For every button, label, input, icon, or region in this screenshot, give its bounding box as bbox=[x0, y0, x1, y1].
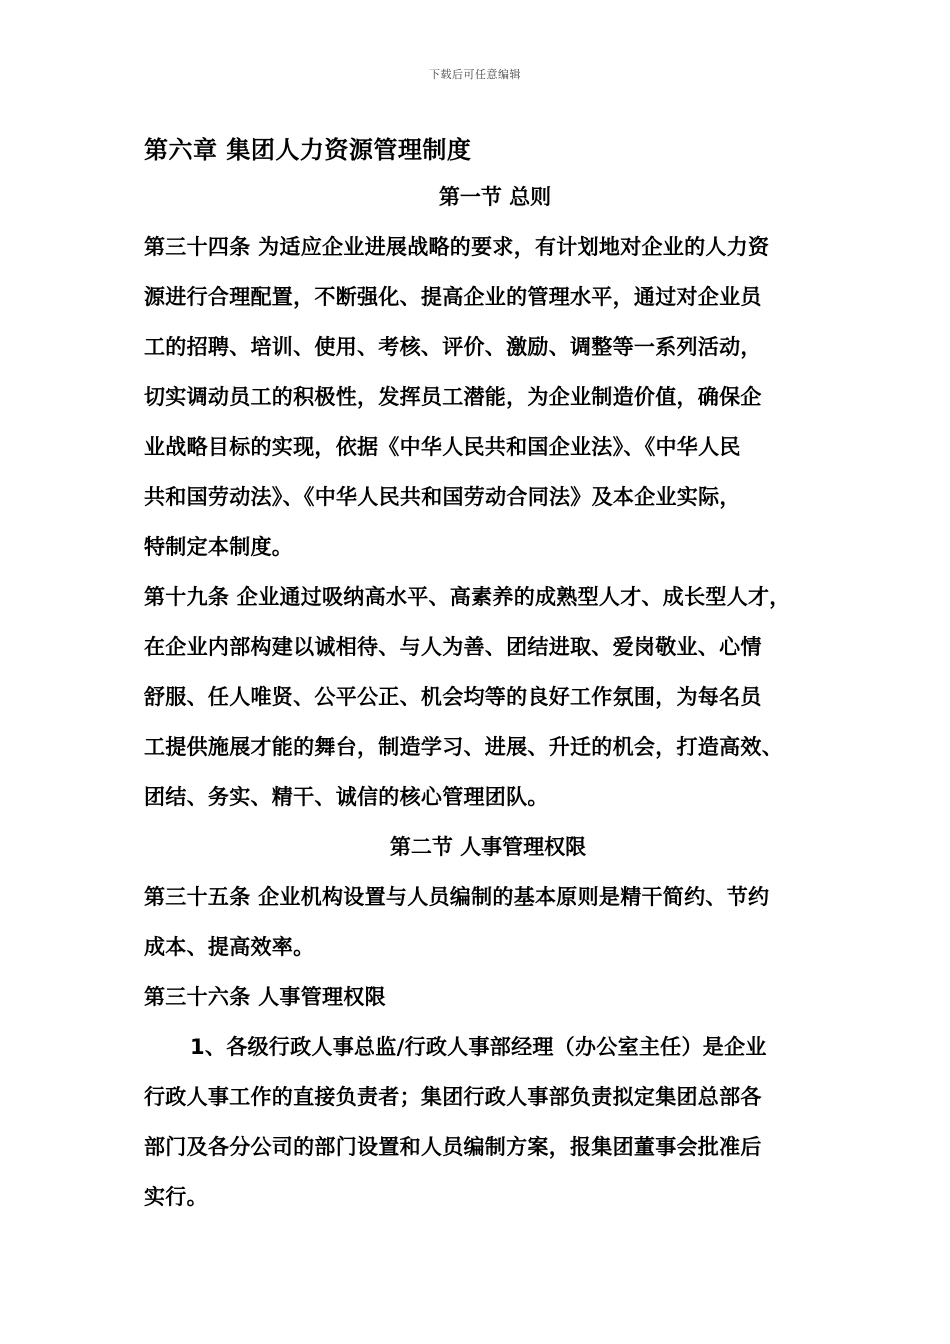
section-title-general: 第一节 总则 bbox=[438, 185, 552, 209]
article-34-line: 特制定本制度。 bbox=[144, 535, 294, 559]
article-34-line: 第三十四条 为适应企业进展战略的要求，有计划地对企业的人力资 bbox=[144, 235, 770, 259]
item-1-line: 部门及各分公司的部门设置和人员编制方案，报集团董事会批准后 bbox=[144, 1135, 762, 1159]
section-title-personnel-authority: 第二节 人事管理权限 bbox=[389, 835, 587, 859]
item-1-line: 1、各级行政人事总监/行政人事部经理（办公室主任）是企业 bbox=[190, 1035, 767, 1059]
article-34 bbox=[144, 222, 824, 572]
header-note: 下载后可任意编辑 bbox=[429, 68, 521, 81]
item-1-line: 行政人事工作的直接负责者；集团行政人事部负责拟定集团总部各 bbox=[144, 1085, 762, 1109]
article-36-item-1 bbox=[144, 1022, 824, 1222]
document-body bbox=[144, 128, 824, 1222]
article-35-line: 第三十五条 企业机构设置与人员编制的基本原则是精干简约、节约 bbox=[144, 885, 770, 909]
article-19-line: 舒服、任人唯贤、公平公正、机会均等的良好工作氛围，为每名员 bbox=[144, 685, 762, 709]
chapter-title: 第六章 集团人力资源管理制度 bbox=[144, 136, 472, 164]
article-34-line: 工的招聘、培训、使用、考核、评价、激励、调整等一系列活动， bbox=[144, 335, 762, 359]
article-34-line: 共和国劳动法》、《中华人民共和国劳动合同法》及本企业实际， bbox=[144, 485, 741, 509]
article-19 bbox=[144, 572, 824, 822]
item-1-line: 实行。 bbox=[144, 1185, 208, 1209]
article-19-line: 团结、务实、精干、诚信的核心管理团队。 bbox=[144, 785, 549, 809]
article-34-line: 切实调动员工的积极性，发挥员工潜能，为企业制造价值，确保企 bbox=[144, 385, 762, 409]
article-35 bbox=[144, 872, 824, 972]
article-35-line: 成本、提高效率。 bbox=[144, 935, 315, 959]
article-19-line: 在企业内部构建以诚相待、与人为善、团结进取、爱岗敬业、心情 bbox=[144, 635, 762, 659]
article-36-title: 第三十六条 人事管理权限 bbox=[144, 985, 386, 1009]
article-19-line: 第十九条 企业通过吸纳高水平、高素养的成熟型人才、成长型人才， bbox=[144, 585, 791, 609]
article-34-line: 源进行合理配置，不断强化、提高企业的管理水平，通过对企业员 bbox=[144, 285, 762, 309]
article-19-line: 工提供施展才能的舞台，制造学习、进展、升迁的机会，打造高效、 bbox=[144, 735, 783, 759]
article-34-line: 业战略目标的实现，依据《中华人民共和国企业法》、《中华人民 bbox=[144, 435, 741, 459]
